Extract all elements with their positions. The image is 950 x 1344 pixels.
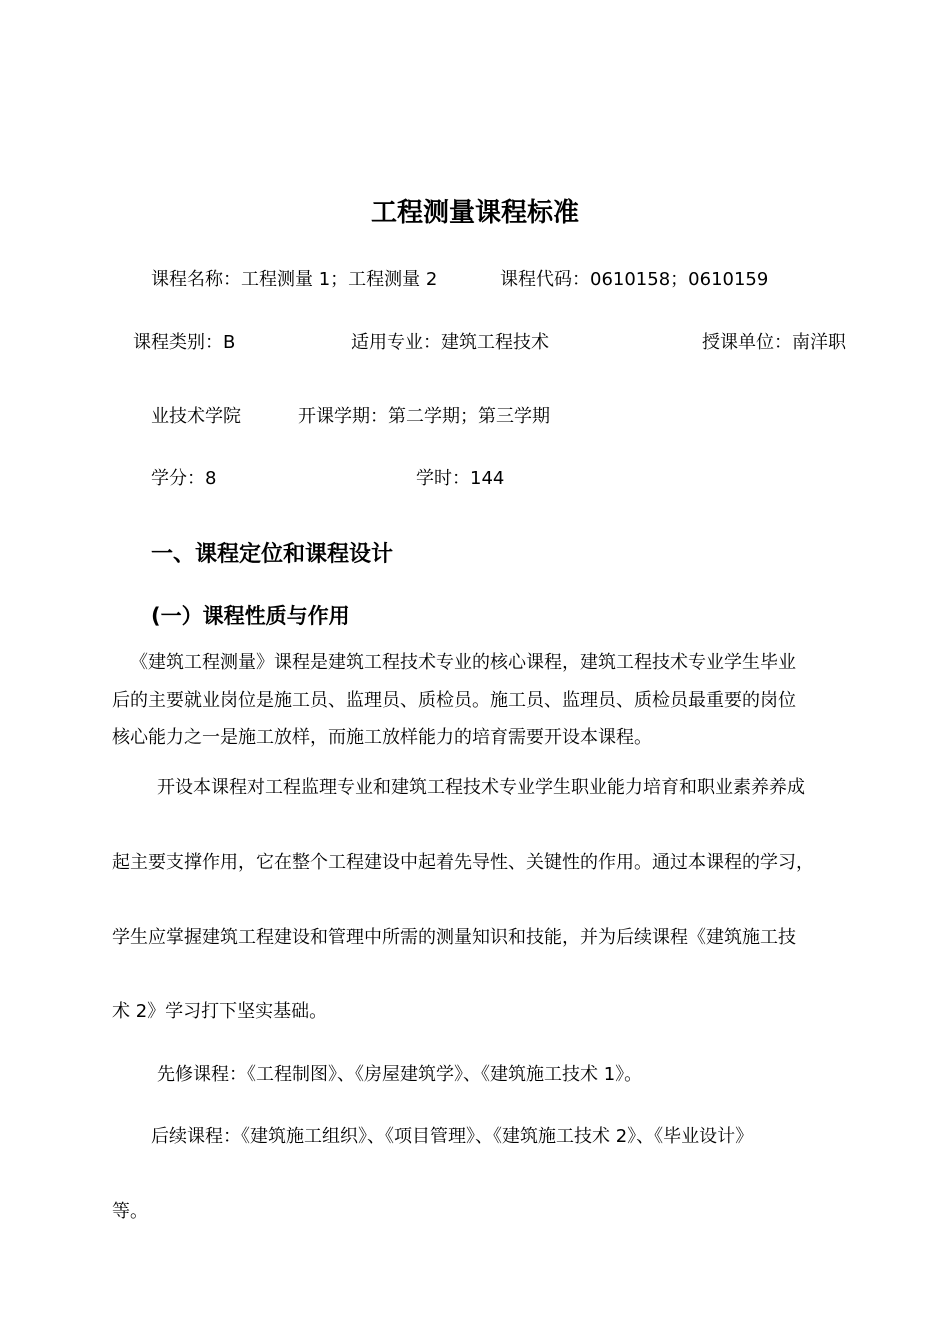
paragraph-line: 后的主要就业岗位是施工员、监理员、质检员。施工员、监理员、质检员最重要的岗位	[112, 690, 796, 711]
paragraph-line: 术 2》学习打下坚实基础。	[112, 1001, 328, 1022]
subsection-heading: (一）课程性质与作用	[151, 604, 350, 628]
paragraph-line: 核心能力之一是施工放样，而施工放样能力的培育需要开设本课程。	[112, 727, 652, 748]
applicable-major: 适用专业：建筑工程技术	[351, 332, 549, 353]
course-category: 课程类别：B	[133, 332, 236, 353]
paragraph-line: 起主要支撑作用，它在整个工程建设中起着先导性、关键性的作用。通过本课程的学习，	[112, 852, 814, 873]
paragraph-line: 《建筑工程测量》课程是建筑工程技术专业的核心课程，建筑工程技术专业学生毕业	[130, 652, 796, 673]
hours: 学时：144	[416, 468, 505, 489]
credits: 学分：8	[151, 468, 217, 489]
paragraph-line: 学生应掌握建筑工程建设和管理中所需的测量知识和技能，并为后续课程《建筑施工技	[112, 927, 796, 948]
course-code: 课程代码：0610158；0610159	[500, 269, 769, 290]
followup-courses-continued: 等。	[112, 1201, 148, 1222]
followup-courses: 后续课程：《建筑施工组织》、《项目管理》、《建筑施工技术 2》、《毕业设计》	[151, 1126, 754, 1147]
course-name: 课程名称：工程测量 1；工程测量 2	[151, 269, 438, 290]
section-heading: 一、课程定位和课程设计	[151, 542, 394, 567]
prerequisite-courses: 先修课程：《工程制图》、《房屋建筑学》、《建筑施工技术 1》。	[157, 1064, 643, 1085]
document-title: 工程测量课程标准	[370, 198, 579, 228]
paragraph-line: 开设本课程对工程监理专业和建筑工程技术专业学生职业能力培育和职业素养养成	[157, 777, 805, 798]
semester: 开课学期：第二学期；第三学期	[298, 406, 550, 427]
teaching-unit: 授课单位：南洋职	[702, 332, 846, 353]
teaching-unit-continued: 业技术学院	[151, 406, 241, 427]
